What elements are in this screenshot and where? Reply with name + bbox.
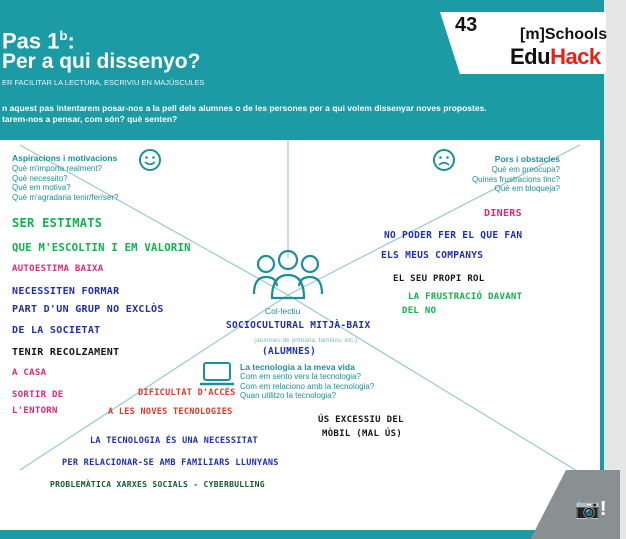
note-ser-estimats: SER ESTIMATS [12,216,103,230]
note-familiars: PER RELACIONAR-SE AMB FAMILIARS LLUNYANS [62,458,279,468]
smiley-happy-icon [138,148,162,172]
aspirations-questions: Què m'importa realment? Què necessito? Què em motiva? Què m'agradaria tenir/fer/ser? [12,164,119,202]
note-dificultat: DIFICULTAT D'ACCÉS [138,388,236,398]
note-a-casa: A CASA [12,368,47,378]
note-alumnes: (ALUMNES) [262,346,317,357]
collective-label: Col·lectiu [265,306,301,316]
page-title: Pas 1$^b$: [2,28,75,54]
smiley-sad-icon [432,148,456,172]
empathy-map-card [0,140,600,530]
note-companys: ELS MEUS COMPANYS [381,250,484,261]
note-necessitat: LA TECNOLOGIA ÉS UNA NECESSITAT [90,436,258,446]
note-escoltin: QUE M'ESCOLTIN I EM VALORIN [12,242,191,254]
note-sortir: SORTIR DE [12,390,64,400]
note-mobil: MÒBIL (MAL ÚS) [322,429,403,439]
note-societat: DE LA SOCIETAT [12,325,101,336]
note-frustracio: LA FRUSTRACIÓ DAVANT [408,292,523,302]
note-cyberbulling: PROBLEMÀTICA XARXES SOCIALS - CYBERBULLING [50,480,265,489]
page-subtitle-question: Per a qui dissenyo? [2,50,201,73]
note-entorn: L'ENTORN [12,406,58,416]
note-necessiten: NECESSITEN FORMAR [12,286,120,297]
note-us-excessiu: ÚS EXCESSIU DEL [318,415,404,425]
technology-questions: Com em sento vers la tecnologia? Com em relaciono amb la tecnologia? Quan utilitzo la tecnologia? [240,372,375,401]
mschools-logo: [m]Schools [520,26,608,43]
note-sociocultural: SOCIOCULTURAL MITJÀ-BAIX [226,320,371,331]
note-autoestima: AUTOESTIMA BAIXA [12,264,104,274]
note-no-poder: NO PODER FER EL QUE FAN [384,230,523,241]
page-number: 43 [455,14,478,36]
instruction-caps: ER FACILITAR LA LECTURA, ESCRIVIU EN MAJÚSCULES [2,78,205,87]
eduhack-logo: EduHack [510,44,601,69]
intro-text: n aquest pas intentarem posar-nos a la pell dels alumnes o de les persones per a qui volem dissenyar noves propostes. tarem-nos a pensar, com són? què senten? [2,103,487,124]
note-del-no: DEL NO [402,306,437,316]
note-diners: DINERS [484,208,522,219]
laptop-icon [199,361,235,387]
people-group-icon [250,250,326,302]
camera-icon: 📷! [575,498,607,520]
collective-hint: (alumnes de primària, famílies, etc.) [254,337,358,344]
note-rol: EL SEU PROPI ROL [393,274,485,284]
note-recolzament: TENIR RECOLZAMENT [12,347,120,358]
aspirations-title: Aspiracions i motivacions [12,153,118,163]
technology-title: La tecnologia a la meva vida [240,362,355,372]
wall-strip [604,0,626,539]
fears-questions: Què em preocupa? Quines frustracions tinc? Què em bloqueja? [471,165,560,194]
note-noves-tec: A LES NOVES TECNOLOGIES [108,407,233,417]
note-part-grup: PART D'UN GRUP NO EXCLÒS [12,304,164,315]
fears-title: Pors i obstacles [494,154,560,164]
